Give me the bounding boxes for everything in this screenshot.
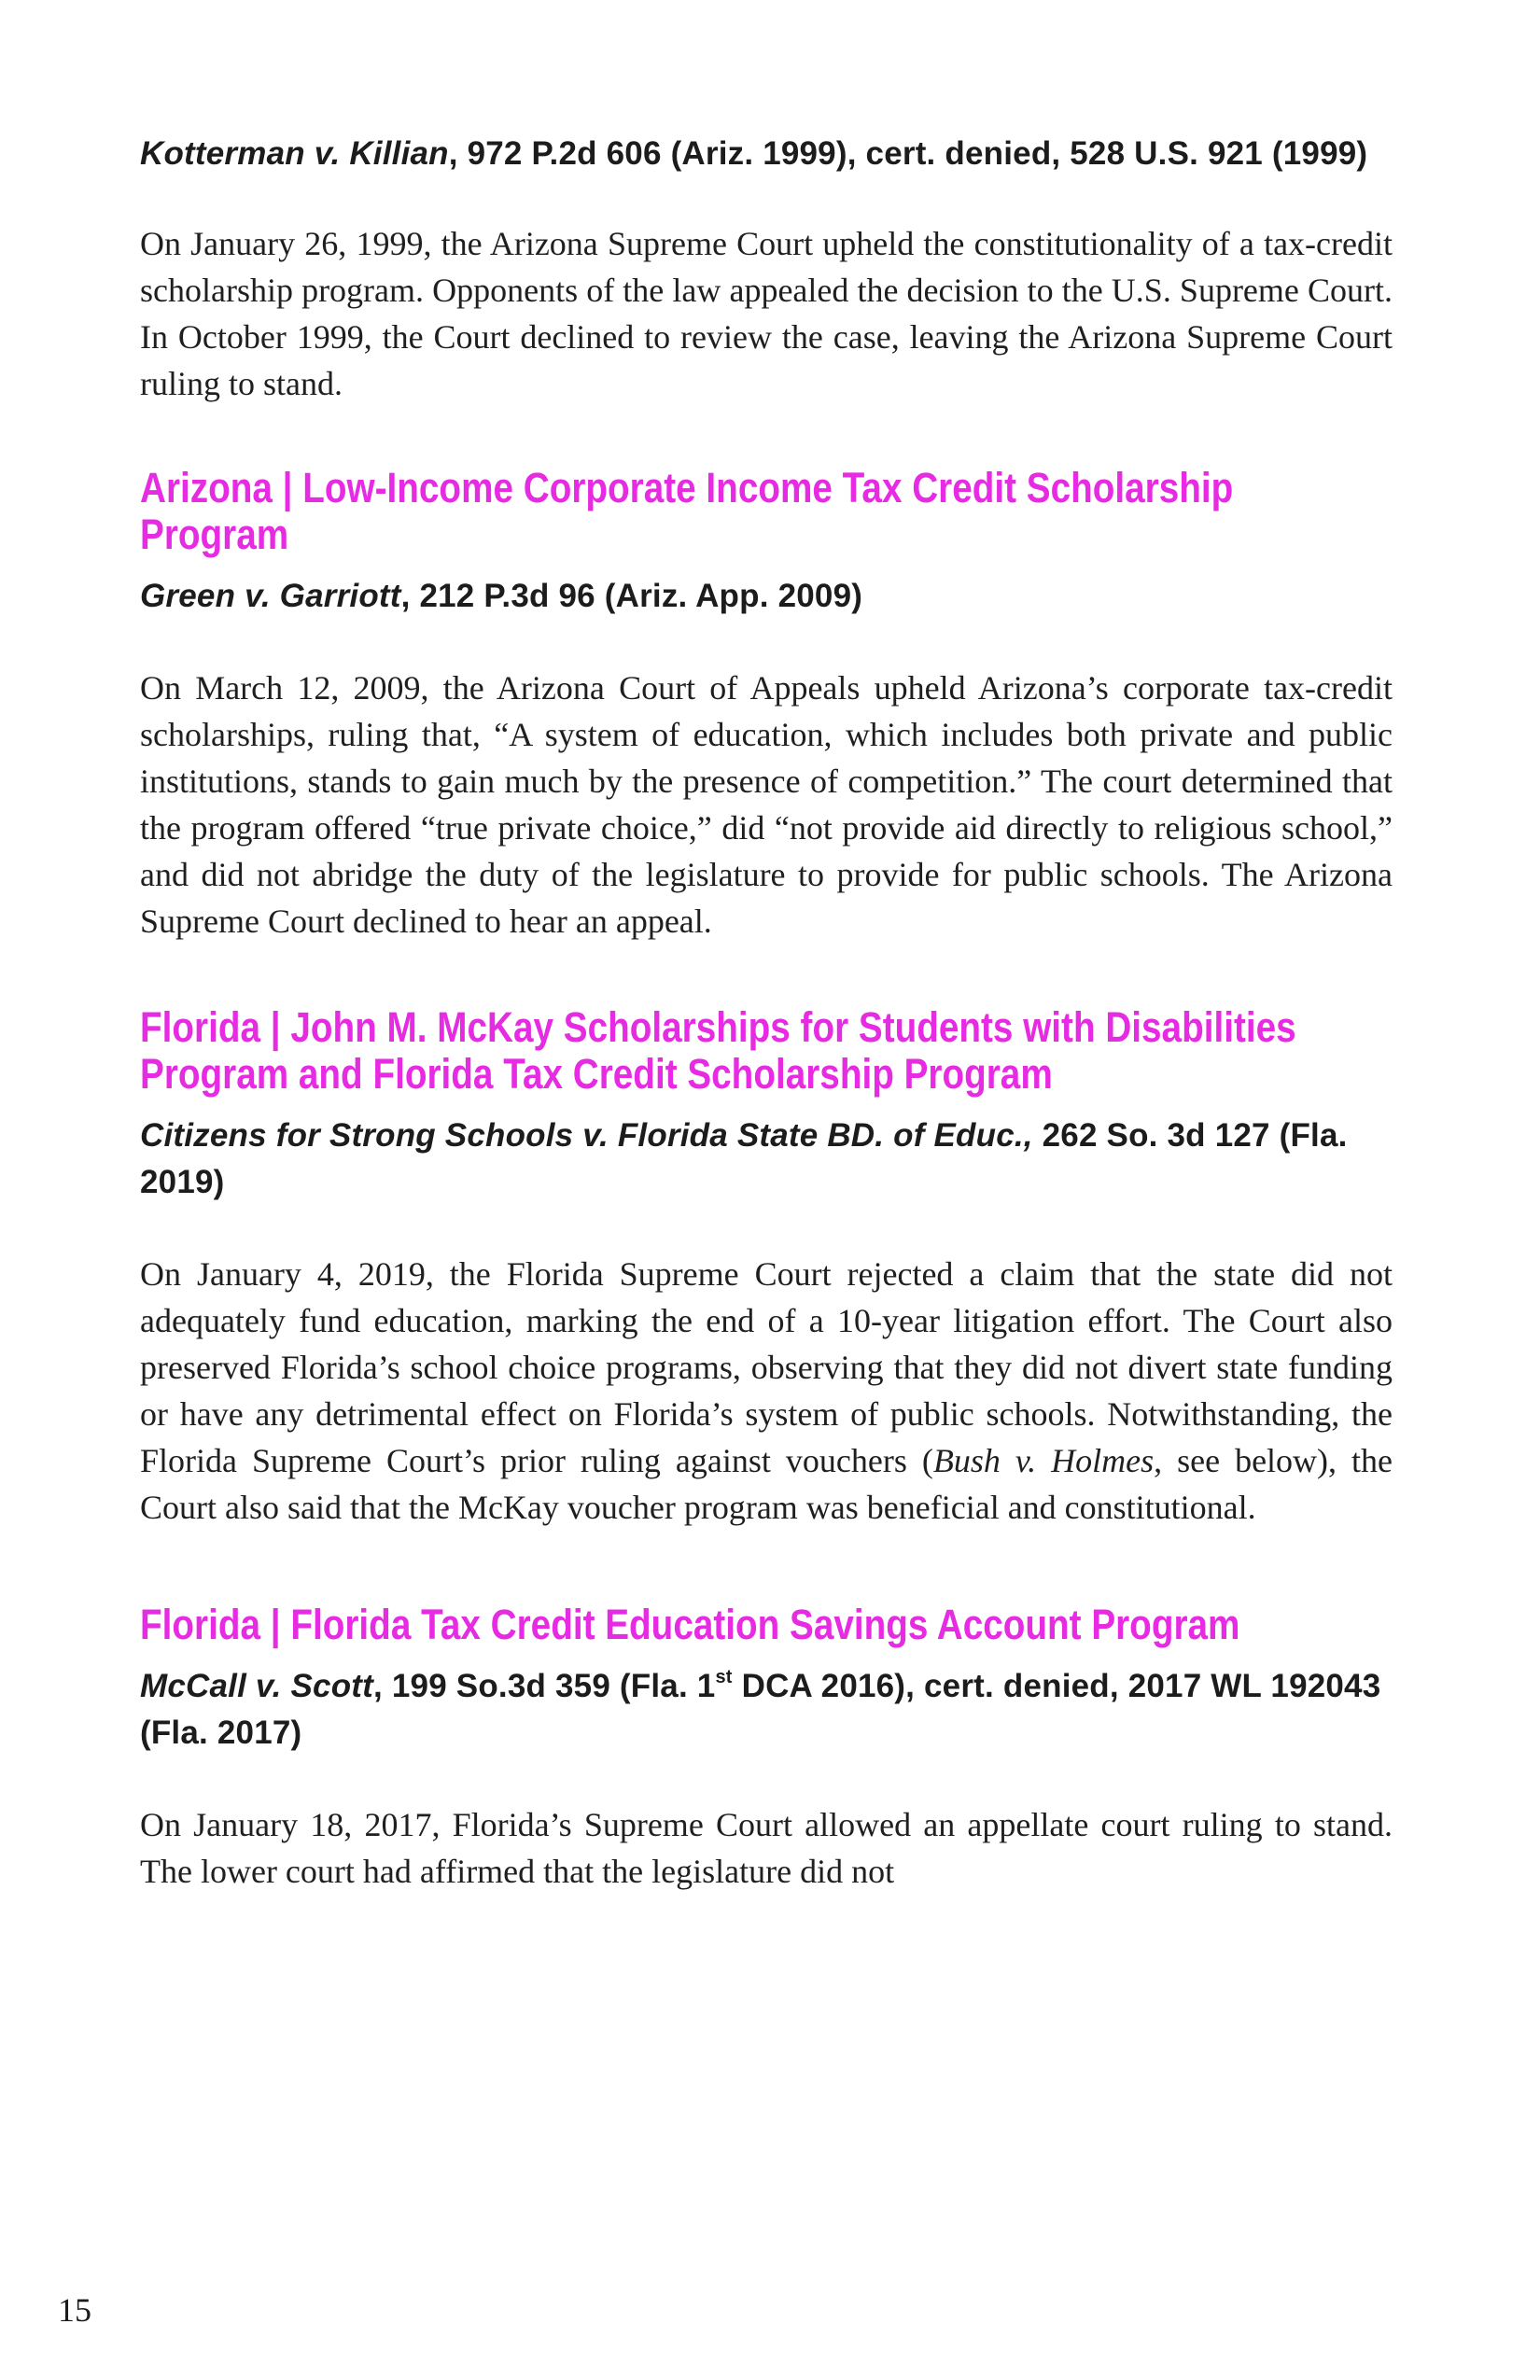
- section-heading: Arizona | Low-Income Corporate Income Tax Credit Scholarship Program: [140, 464, 1234, 558]
- citation-text: , 972 P.2d 606 (Ariz. 1999), cert. denied, 528 U.S. 921 (1999): [448, 135, 1368, 172]
- page-content: [140, 131, 1393, 1895]
- case-citation: [140, 1663, 1393, 1757]
- citation-text: 262 So. 3d 127 (Fla. 2019): [140, 1117, 1348, 1200]
- section-heading: Florida | John M. McKay Scholarships for Students with Disabilities Program and Florida Tax Credit Scholarship Program: [140, 1003, 1296, 1098]
- case-citation: [140, 131, 1393, 177]
- ordinal-suffix: st: [715, 1667, 733, 1688]
- citation-text: , 199 So.3d 359 (Fla. 1: [373, 1668, 716, 1704]
- body-text: On January 4, 2019, the Florida Supreme Court rejected a claim that the state did not adequately fund education, marking the end of a 10-year litigation effort. The Court also preserved Florida’s school choice programs, observing that they did not divert state funding or have any detrimental effect on Florida’s system of public schools. Notwithstanding, the Florida Supreme Court’s prior ruling against vouchers (: [140, 1255, 1393, 1479]
- case-reference: Bush v. Holmes: [932, 1442, 1155, 1479]
- case-name: Green v. Garriott: [140, 578, 401, 614]
- body-paragraph: On January 26, 1999, the Arizona Supreme Court upheld the constitutionality of a tax-credit scholarship program. Opponents of the law appealed the decision to the U.S. Supreme Court. In October 1999, the Court declined to review the case, leaving the Arizona Supreme Court ruling to stand.: [140, 225, 1393, 402]
- case-citation: [140, 1113, 1393, 1206]
- page-number: 15: [58, 2291, 91, 2329]
- section-heading: Florida | Florida Tax Credit Education Savings Account Program: [140, 1601, 1240, 1648]
- citation-text: , 212 P.3d 96 (Ariz. App. 2009): [400, 578, 863, 614]
- citation-text: DCA 2016), cert. denied, 2017 WL 192043 (Fla. 2017): [140, 1668, 1381, 1751]
- case-citation: [140, 573, 1393, 620]
- case-name: Kotterman v. Killian: [140, 135, 449, 172]
- body-text: , see below), the Court also said that the McKay voucher program was beneficial and constitutional.: [140, 1442, 1393, 1526]
- body-paragraph: [140, 1251, 1393, 1531]
- body-paragraph: On March 12, 2009, the Arizona Court of Appeals upheld Arizona’s corporate tax-credit scholarships, ruling that, “A system of education, which includes both private and public institutions, stands to gain much by the presence of competition.” The court determined that the program offered “true private choice,” did “not provide aid directly to religious school,” and did not abridge the duty of the legislature to provide for public schools. The Arizona Supreme Court declined to hear an appeal.: [140, 669, 1393, 940]
- case-name: McCall v. Scott: [140, 1668, 374, 1704]
- body-paragraph: On January 18, 2017, Florida’s Supreme Court allowed an appellate court ruling to stand. The lower court had affirmed that the legislature did not: [140, 1806, 1393, 1890]
- case-name: Citizens for Strong Schools v. Florida State BD. of Educ.,: [140, 1117, 1033, 1154]
